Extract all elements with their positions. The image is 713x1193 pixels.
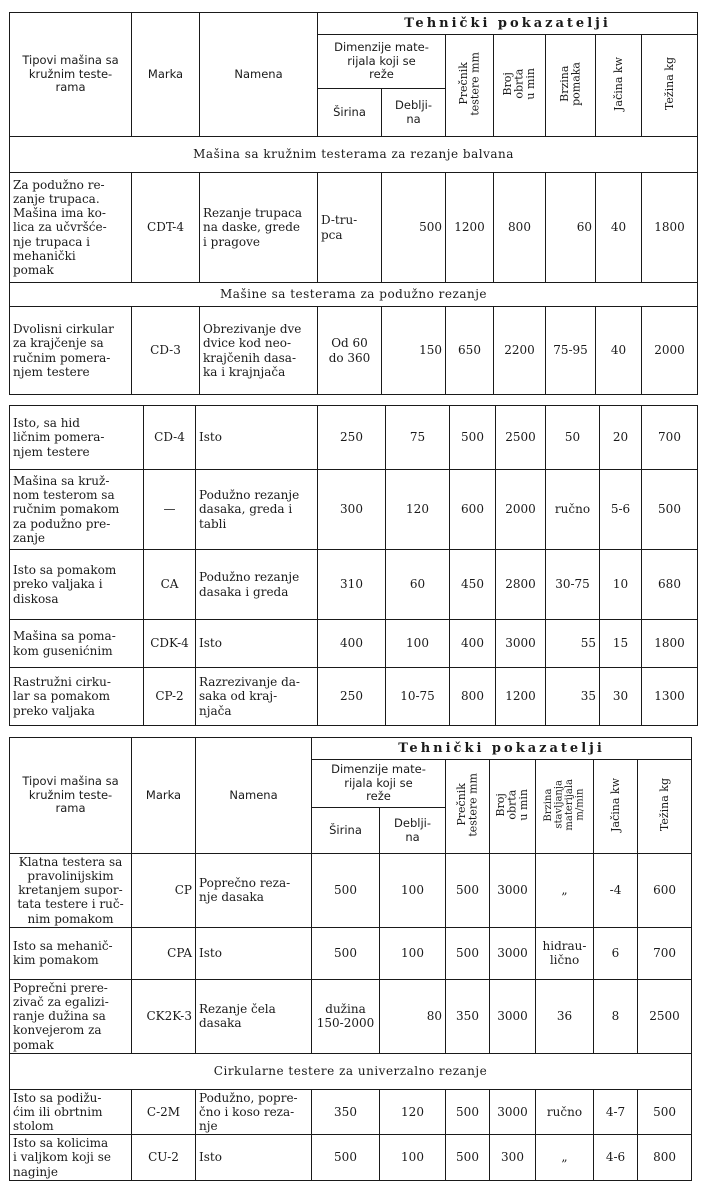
row-feed: „ [536,1135,594,1180]
header-power: Jačina kw [596,35,642,137]
row-type: Rastružni cirku- lar sa pomakom preko valjaka [10,668,144,726]
row-purpose: Obrezivanje dve dvice kod neo- krajčenih dasa- ka i krajnjača [200,307,318,395]
row-diameter: 600 [450,470,496,550]
row-weight: 2000 [642,307,698,395]
table-row [10,470,698,550]
header-group: Tehnički pokazatelji [318,13,698,35]
row-thickness: 60 [386,550,450,620]
row-width: 500 [312,854,380,928]
row-rpm: 2800 [496,550,546,620]
row-brand: CPA [132,927,196,979]
row-weight: 600 [638,854,692,928]
row-thickness: 150 [382,307,446,395]
header-weight: Težina kg [642,35,698,137]
row-thickness: 100 [380,1135,446,1180]
table-row [10,307,698,395]
table-row [10,620,698,668]
row-purpose: Podužno rezanje dasaka i greda [196,550,318,620]
row-diameter: 500 [446,1089,490,1134]
row-type: Isto, sa hid ličnim pomera- njem testere [10,406,144,470]
row-rpm: 2200 [494,307,546,395]
row-feed: 36 [536,979,594,1053]
row-weight: 2500 [638,979,692,1053]
row-feed: 55 [546,620,600,668]
table-row [10,854,692,928]
row-type: Poprečni prere- zivač za egalizi- ranje dužina sa konvejerom za pomak [10,979,132,1053]
row-type: Mašina sa kruž- nom testerom sa ručnim pomakom za podužno pre- zanje [10,470,144,550]
row-brand: CK2K-3 [132,979,196,1053]
row-width: 400 [318,620,386,668]
row-brand: CDK-4 [144,620,196,668]
row-purpose: Isto [196,406,318,470]
row-feed: ručno [546,470,600,550]
section-title: Mašina sa kružnim testerama za rezanje balvana [10,137,698,173]
row-width: 300 [318,470,386,550]
section-title: Cirkularne testere za univerzalno rezanje [10,1053,692,1089]
row-weight: 700 [642,406,698,470]
row-purpose: Isto [196,927,312,979]
row-type: Isto sa podižu- ćim ili obrtnim stolom [10,1089,132,1134]
row-feed: 75-95 [546,307,596,395]
row-purpose: Rezanje čela dasaka [196,979,312,1053]
header-feed: Brzina stavljanja materijala m/min [536,760,594,854]
row-brand: CP [132,854,196,928]
row-power: 4-7 [594,1089,638,1134]
row-width: 350 [312,1089,380,1134]
row-thickness: 75 [386,406,450,470]
row-width: 500 [312,927,380,979]
header-width: Širina [318,89,382,137]
machine-table-bottom [9,737,692,1181]
row-power: 30 [600,668,642,726]
table-row [10,668,698,726]
row-power: 4-6 [594,1135,638,1180]
row-diameter: 450 [450,550,496,620]
header-weight: Težina kg [638,760,692,854]
row-brand: CU-2 [132,1135,196,1180]
row-power: 15 [600,620,642,668]
table-row [10,406,698,470]
row-rpm: 3000 [490,1089,536,1134]
row-weight: 680 [642,550,698,620]
row-diameter: 800 [450,668,496,726]
row-brand: CA [144,550,196,620]
header-dimensions: Dimenzije mate- rijala koji se reže [312,760,446,808]
row-brand: C-2M [132,1089,196,1134]
row-diameter: 650 [446,307,494,395]
row-rpm: 3000 [490,979,536,1053]
row-diameter: 500 [450,406,496,470]
header-power: Jačina kw [594,760,638,854]
row-feed: hidrau- lično [536,927,594,979]
row-thickness: 120 [380,1089,446,1134]
header-type: Tipovi mašina sa kružnim teste- rama [10,738,132,854]
row-rpm: 3000 [490,927,536,979]
row-width: Od 60 do 360 [318,307,382,395]
row-thickness: 100 [380,927,446,979]
row-brand: CD-4 [144,406,196,470]
row-weight: 500 [638,1089,692,1134]
row-thickness: 500 [382,173,446,283]
header-rpm: Broj obrta u min [490,760,536,854]
row-thickness: 10-75 [386,668,450,726]
row-power: 40 [596,307,642,395]
header-width: Širina [312,808,380,854]
table-row [10,550,698,620]
row-type: Isto sa kolicima i valjkom koji se naginje [10,1135,132,1180]
row-feed: 50 [546,406,600,470]
header-brand: Marka [132,738,196,854]
row-width: 500 [312,1135,380,1180]
row-thickness: 100 [380,854,446,928]
row-weight: 1300 [642,668,698,726]
row-purpose: Poprečno reza- nje dasaka [196,854,312,928]
row-feed: 30-75 [546,550,600,620]
row-power: -4 [594,854,638,928]
header-brand: Marka [132,13,200,137]
section-title: Mašine sa testerama za podužno rezanje [10,283,698,307]
row-power: 8 [594,979,638,1053]
header-diameter: Prečnik testere mm [446,760,490,854]
row-diameter: 350 [446,979,490,1053]
header-thickness: Deblji- na [382,89,446,137]
row-brand: CP-2 [144,668,196,726]
row-type: Isto sa pomakom preko valjaka i diskosa [10,550,144,620]
row-purpose: Isto [196,620,318,668]
row-width: 250 [318,406,386,470]
row-purpose: Razrezivanje da- saka od kraj- njača [196,668,318,726]
header-dimensions: Dimenzije mate- rijala koji se reže [318,35,446,89]
header-diameter: Prečnik testere mm [446,35,494,137]
row-feed: ručno [536,1089,594,1134]
row-thickness: 80 [380,979,446,1053]
row-feed: 60 [546,173,596,283]
row-type: Isto sa mehanič- kim pomakom [10,927,132,979]
row-power: 10 [600,550,642,620]
table-row [10,979,692,1053]
row-diameter: 500 [446,1135,490,1180]
table-row [10,173,698,283]
machine-table-top [9,12,698,395]
header-rpm: Broj obrta u min [494,35,546,137]
row-width: 250 [318,668,386,726]
row-brand: — [144,470,196,550]
header-purpose: Namena [200,13,318,137]
row-diameter: 1200 [446,173,494,283]
table-row [10,1135,692,1180]
header-group: Tehnički pokazatelji [312,738,692,760]
row-type: Mašina sa poma- kom gusenićnim [10,620,144,668]
row-purpose: Podužno rezanje dasaka, greda i tabli [196,470,318,550]
row-power: 6 [594,927,638,979]
table-row [10,927,692,979]
row-purpose: Isto [196,1135,312,1180]
row-brand: CD-3 [132,307,200,395]
header-feed: Brzina pomaka [546,35,596,137]
row-width: D-tru- pca [318,173,382,283]
row-width: dužina 150-2000 [312,979,380,1053]
row-weight: 1800 [642,173,698,283]
row-diameter: 500 [446,927,490,979]
row-type: Klatna testera sa pravolinijskim kretanjem supor- tata testere i ruč- nim pomakom [10,854,132,928]
row-weight: 800 [638,1135,692,1180]
header-purpose: Namena [196,738,312,854]
row-width: 310 [318,550,386,620]
row-rpm: 1200 [496,668,546,726]
row-power: 40 [596,173,642,283]
row-rpm: 2500 [496,406,546,470]
row-purpose: Podužno, popre- čno i koso reza- nje [196,1089,312,1134]
header-thickness: Deblji- na [380,808,446,854]
row-feed: „ [536,854,594,928]
row-type: Dvolisni cirkular za krajčenje sa ručnim pomera- njem testere [10,307,132,395]
table-row [10,1089,692,1134]
row-thickness: 100 [386,620,450,668]
row-weight: 700 [638,927,692,979]
row-brand: CDT-4 [132,173,200,283]
header-type: Tipovi mašina sa kružnim teste- rama [10,13,132,137]
row-type: Za podužno re- zanje trupaca. Mašina ima ko- lica za učvršće- nje trupaca i mehanički pomak [10,173,132,283]
row-purpose: Rezanje trupaca na daske, grede i pragove [200,173,318,283]
row-feed: 35 [546,668,600,726]
row-thickness: 120 [386,470,450,550]
row-weight: 1800 [642,620,698,668]
row-power: 5-6 [600,470,642,550]
row-diameter: 500 [446,854,490,928]
machine-table-middle [9,405,698,726]
row-power: 20 [600,406,642,470]
row-rpm: 3000 [490,854,536,928]
row-rpm: 2000 [496,470,546,550]
row-rpm: 3000 [496,620,546,668]
row-rpm: 300 [490,1135,536,1180]
row-weight: 500 [642,470,698,550]
row-rpm: 800 [494,173,546,283]
row-diameter: 400 [450,620,496,668]
